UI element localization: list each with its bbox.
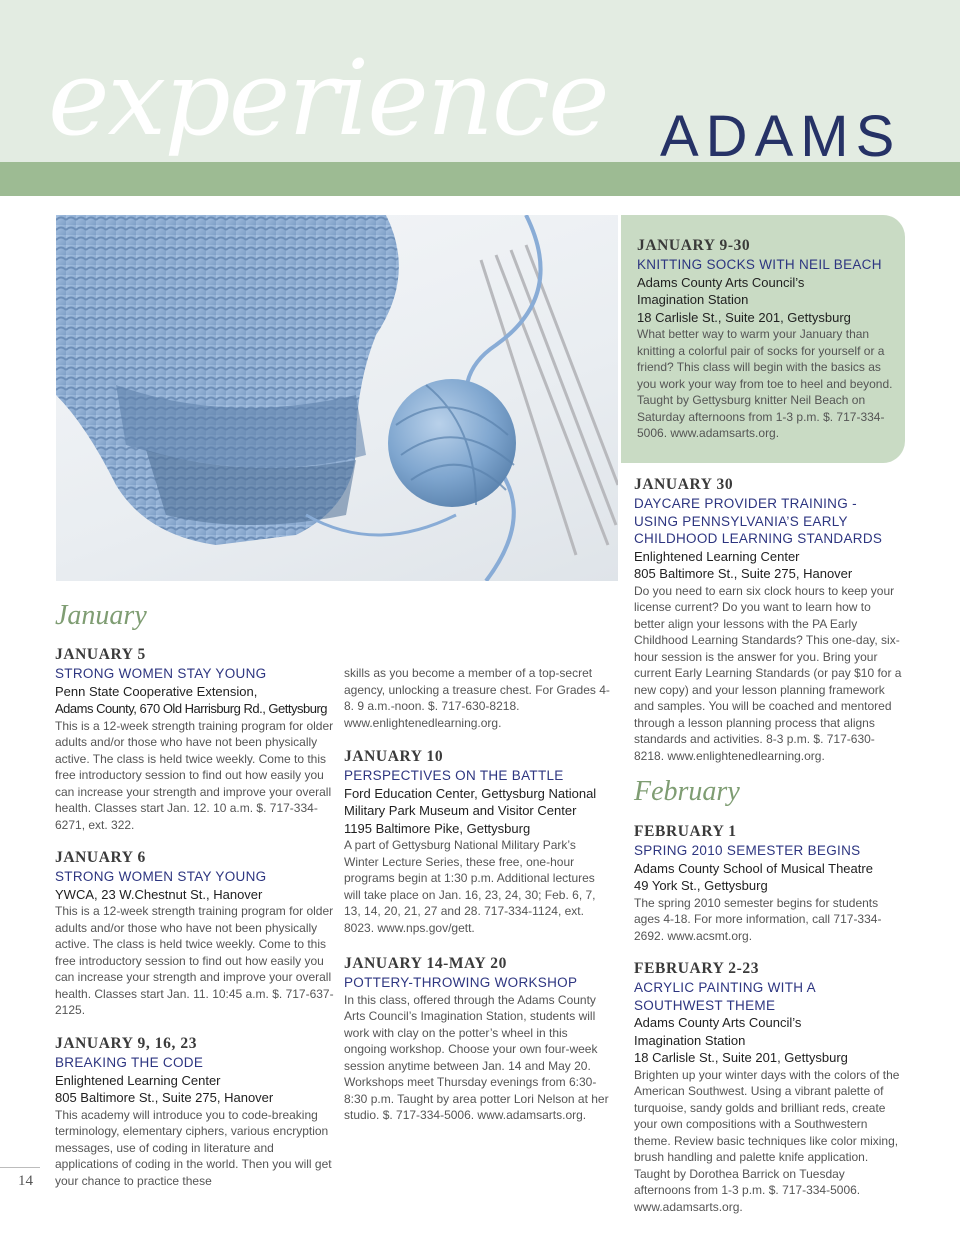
event-address: Adams County, 670 Old Harrisburg Rd., Gettysburg [55, 701, 327, 716]
event-title: POTTERY-THROWING WORKSHOP [344, 975, 578, 990]
event-description: The spring 2010 semester begins for students ages 4-18. For more information, call 717-334-2692. www.acsmt.org. [634, 895, 882, 943]
featured-event [637, 236, 895, 442]
event-date: JANUARY 5 [55, 646, 146, 663]
event-description: What better way to warm your January than knitting a colorful pair of socks for yourself or a friend? This class will begin with the basics as you work your way from toe to heel and beyond. Taught by Gettysburg knitter Neil Beach on Saturday afternoons from 1-3 p.m. $. 717-334-5006. www.adamsarts.org. [637, 327, 893, 440]
event-venue: Military Park Museum and Visitor Center [344, 803, 577, 818]
event-listing [634, 822, 904, 944]
event-description: Brighten up your winter days with the colors of the American Southwest. Using a vibrant palette of turquoise, sandy golds and brilliant reds, create your own compositions with a Southwestern theme. Review basic techniques like color mixing, brush handling and palette knife application. Taught by Dorothea Barrick on Tuesday afternoons from 1-3 p.m. $. 717-334-5006. www.adamsarts.org. [634, 1067, 900, 1214]
event-date: JANUARY 9-30 [637, 237, 751, 254]
event-address: 805 Baltimore St., Suite 275, Hanover [634, 566, 853, 581]
event-description-continued: skills as you become a member of a top-secret agency, unlocking a treasure chest. For Grades 4-8. 9 a.m.-noon. $. 717-630-8218. www.enlightenedlearning.org. [344, 666, 610, 730]
event-address: 49 York St., Gettysburg [634, 878, 768, 893]
event-title: STRONG WOMEN STAY YOUNG [55, 869, 267, 884]
masthead-script-title: experience [48, 37, 608, 159]
page-number-rule [0, 1167, 40, 1168]
event-description: This academy will introduce you to code-breaking terminology, elementary ciphers, various encryption messages, use of coding in literature and applications of coding in the world. Then you will get your chance to practice these [55, 1107, 332, 1188]
month-heading-january: January [55, 600, 147, 631]
knitting-photo [56, 215, 618, 581]
event-listing [55, 848, 335, 1019]
event-venue: YWCA, 23 W.Chestnut St., Hanover [55, 886, 263, 902]
event-venue: Imagination Station [634, 1032, 746, 1048]
event-title: PERSPECTIVES ON THE BATTLE [344, 768, 564, 783]
event-listing [344, 747, 612, 936]
event-date: JANUARY 9, 16, 23 [55, 1035, 198, 1052]
event-venue: Adams County Arts Council’s [634, 1015, 802, 1030]
masthead-caps-title: ADAMS [660, 104, 902, 169]
event-venue: Enlightened Learning Center [634, 548, 800, 564]
event-venue: Penn State Cooperative Extension, [55, 683, 258, 699]
event-title: SPRING 2010 SEMESTER BEGINS [634, 843, 861, 858]
event-date: JANUARY 30 [634, 476, 734, 493]
event-venue: Enlightened Learning Center [55, 1072, 221, 1088]
event-venue: Adams County School of Musical Theatre [634, 860, 873, 876]
event-date: FEBRUARY 2-23 [634, 960, 760, 977]
event-description: This is a 12-week strength training program for older adults and/or those who have not been physically active. The class is held twice weekly. Come to this free introductory session to find out how easily you can increase your strength and improve your overall health. Classes start Jan. 11. 10:45 a.m. $. 717-637-2125. [55, 904, 334, 1017]
event-listing [634, 959, 904, 1215]
event-title: ACRYLIC PAINTING WITH A SOUTHWEST THEME [634, 980, 816, 1013]
event-address: 18 Carlisle St., Suite 201, Gettysburg [634, 1050, 848, 1065]
event-listing [55, 1034, 335, 1189]
event-title: DAYCARE PROVIDER TRAINING - USING PENNSYLVANIA’S EARLY CHILDHOOD LEARNING STANDARDS [634, 496, 883, 546]
event-description: This is a 12-week strength training program for older adults and/or those who have not been physically active. The class is held twice weekly. Come to this free introductory session to find out how easily you can increase your strength and improve your overall health. Classes start Jan. 12. 10 a.m. $. 717-334-6271, ext. 322. [55, 718, 334, 832]
event-venue: Ford Education Center, Gettysburg National [344, 785, 597, 801]
event-listing [344, 954, 612, 1124]
event-description: Do you need to earn six clock hours to keep your license current? Do you want to learn how to better align your lessons with the PA Early Childhood Learning Standards? This one-day, six-hour session is the answer for you. Bring your current Early Learning Standards (or pay $10 for a new copy) and your lesson planning framework and samples. You will be coached and mentored through a lesson planning process that aligns standards and activities. 8-3 p.m. $. 717-630-8218. www.enlightenedlearning.org. [634, 583, 902, 763]
event-title: KNITTING SOCKS WITH NEIL BEACH [637, 257, 882, 272]
event-venue: Imagination Station [637, 292, 749, 307]
event-address: 18 Carlisle St., Suite 201, Gettysburg [637, 309, 851, 325]
event-venue: Adams County Arts Council’s [637, 274, 805, 290]
event-title: BREAKING THE CODE [55, 1055, 204, 1070]
month-heading-february: February [634, 776, 740, 807]
event-date: JANUARY 6 [55, 849, 146, 866]
event-date: JANUARY 10 [344, 748, 444, 765]
page-number: 14 [18, 1173, 33, 1189]
event-description: In this class, offered through the Adams County Arts Council’s Imagination Station, students will work with clay on the potter’s wheel in this ongoing workshop. Choose your own four-week session anytime between Jan. 14 and May 20. Workshops meet Thursday evenings from 6:30-8:30 p.m. Taught by area potter Lori Nelson at her studio. $. 717-334-5006. www.adamsarts.org. [344, 992, 609, 1122]
event-listing [55, 645, 335, 833]
event-title: STRONG WOMEN STAY YOUNG [55, 666, 267, 681]
event-address: 1195 Baltimore Pike, Gettysburg [344, 820, 531, 836]
event-description: A part of Gettysburg National Military Park’s Winter Lecture Series, these free, one-hour programs begin at 1:30 p.m. Additional lectures will take place on Jan. 16, 23, 24, 30; Feb. 6, 7, 13, 14, 20, 21, 27 and 28. 717-334-1124, ext. 8023. www.nps.gov/gett. [344, 838, 596, 935]
event-listing [634, 475, 904, 764]
event-address: 805 Baltimore St., Suite 275, Hanover [55, 1090, 274, 1105]
event-date: FEBRUARY 1 [634, 823, 737, 840]
event-date: JANUARY 14-MAY 20 [344, 955, 507, 972]
